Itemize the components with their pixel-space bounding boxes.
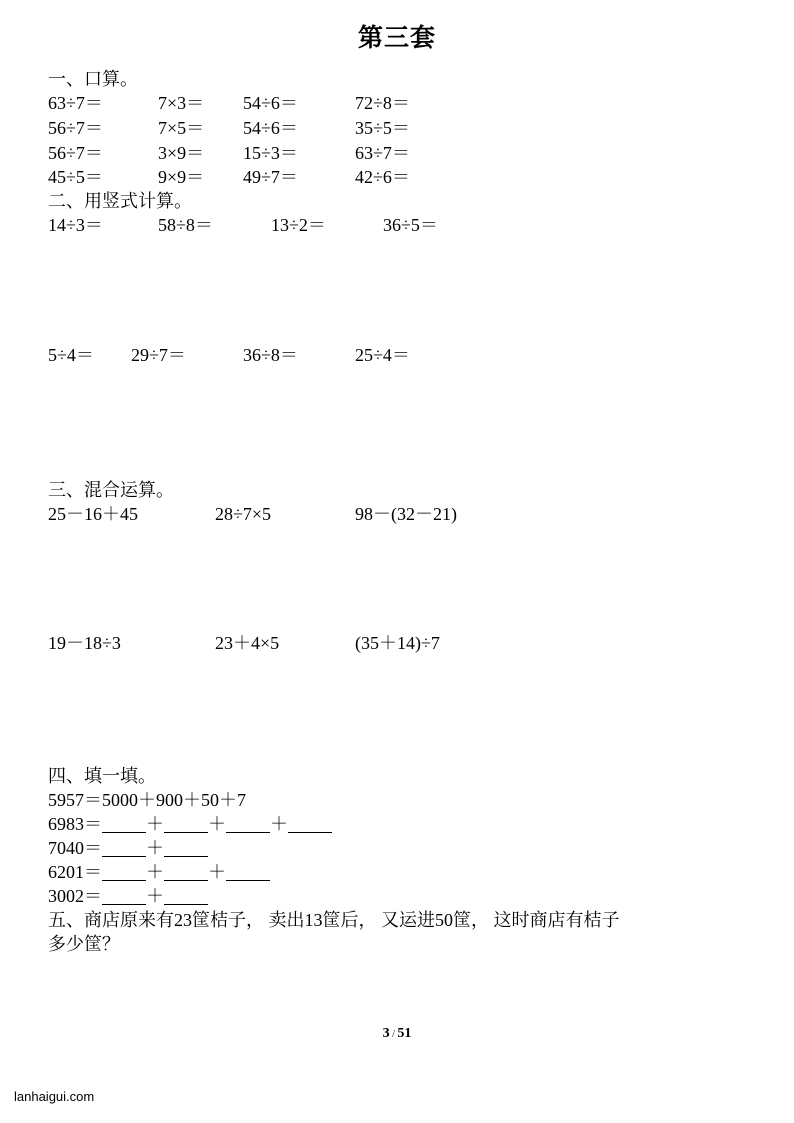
oral-problem: 56÷7＝	[48, 118, 103, 138]
fill-number: 6201＝	[48, 862, 102, 882]
section4-heading: 四、填一填。	[48, 766, 156, 786]
plus-sign: ＋	[146, 886, 164, 906]
answer-blank[interactable]	[102, 814, 146, 833]
fill-number: 6983＝	[48, 814, 102, 834]
answer-blank[interactable]	[164, 814, 208, 833]
oral-row-4	[48, 165, 768, 189]
page-separator: /	[389, 1029, 398, 1040]
oral-row-1	[48, 91, 768, 115]
answer-blank[interactable]	[102, 838, 146, 857]
site-watermark: lanhaigui.com	[14, 1089, 95, 1104]
answer-blank[interactable]	[288, 814, 332, 833]
oral-problem: 7×3＝	[158, 93, 205, 113]
vertical-calc-problem: 36÷5＝	[383, 215, 438, 235]
plus-sign: ＋	[146, 862, 164, 882]
fill-item-2	[48, 836, 208, 860]
section3-heading: 三、混合运算。	[48, 480, 174, 500]
oral-problem: 9×9＝	[158, 167, 205, 187]
oral-problem: 15÷3＝	[243, 143, 298, 163]
section2-heading: 二、用竖式计算。	[48, 191, 192, 211]
vertical-calc-row-1	[48, 213, 768, 237]
fill-example: 5957＝5000＋900＋50＋7	[48, 790, 246, 810]
answer-blank[interactable]	[226, 814, 270, 833]
mixed-calc-row-2	[48, 631, 768, 655]
mixed-calc-problem: 23＋4×5	[215, 633, 280, 653]
oral-problem: 49÷7＝	[243, 167, 298, 187]
mixed-calc-problem: 98－(32－21)	[355, 504, 457, 524]
page-number	[0, 1026, 794, 1042]
answer-blank[interactable]	[164, 886, 208, 905]
answer-blank[interactable]	[102, 862, 146, 881]
section1-heading: 一、口算。	[48, 69, 138, 89]
plus-sign: ＋	[270, 814, 288, 834]
vertical-calc-problem: 25÷4＝	[355, 345, 410, 365]
word-problem-line-2: 多少筐？	[48, 934, 120, 954]
oral-problem: 63÷7＝	[48, 93, 103, 113]
mixed-calc-problem: 28÷7×5	[215, 504, 272, 524]
oral-problem: 3×9＝	[158, 143, 205, 163]
vertical-calc-problem: 58÷8＝	[158, 215, 213, 235]
mixed-calc-row-1	[48, 502, 768, 526]
oral-problem: 42÷6＝	[355, 167, 410, 187]
page-title: 第三套	[357, 23, 436, 52]
oral-problem: 35÷5＝	[355, 118, 410, 138]
oral-problem: 7×5＝	[158, 118, 205, 138]
plus-sign: ＋	[146, 838, 164, 858]
oral-row-3	[48, 141, 768, 165]
mixed-calc-problem: (35＋14)÷7	[355, 633, 440, 653]
oral-problem: 45÷5＝	[48, 167, 103, 187]
page-current: 3	[382, 1026, 390, 1041]
oral-problem: 54÷6＝	[243, 118, 298, 138]
page-total: 51	[397, 1026, 412, 1041]
vertical-calc-row-2	[48, 343, 768, 367]
mixed-calc-problem: 19－18÷3	[48, 633, 121, 653]
plus-sign: ＋	[146, 814, 164, 834]
oral-problem: 54÷6＝	[243, 93, 298, 113]
fill-item-1	[48, 812, 332, 836]
fill-item-3	[48, 860, 270, 884]
fill-item-4	[48, 884, 208, 908]
oral-row-2	[48, 116, 768, 140]
oral-problem: 56÷7＝	[48, 143, 103, 163]
word-problem-line-1: 五、商店原来有23筐桔子， 卖出13筐后， 又运进50筐， 这时商店有桔子	[48, 910, 620, 930]
mixed-calc-problem: 25－16＋45	[48, 504, 138, 524]
answer-blank[interactable]	[164, 862, 208, 881]
oral-problem: 63÷7＝	[355, 143, 410, 163]
answer-blank[interactable]	[164, 838, 208, 857]
answer-blank[interactable]	[102, 886, 146, 905]
fill-number: 7040＝	[48, 838, 102, 858]
vertical-calc-problem: 36÷8＝	[243, 345, 298, 365]
vertical-calc-problem: 29÷7＝	[131, 345, 186, 365]
plus-sign: ＋	[208, 814, 226, 834]
answer-blank[interactable]	[226, 862, 270, 881]
plus-sign: ＋	[208, 862, 226, 882]
vertical-calc-problem: 14÷3＝	[48, 215, 103, 235]
fill-number: 3002＝	[48, 886, 102, 906]
oral-problem: 72÷8＝	[355, 93, 410, 113]
vertical-calc-problem: 5÷4＝	[48, 345, 94, 365]
vertical-calc-problem: 13÷2＝	[271, 215, 326, 235]
